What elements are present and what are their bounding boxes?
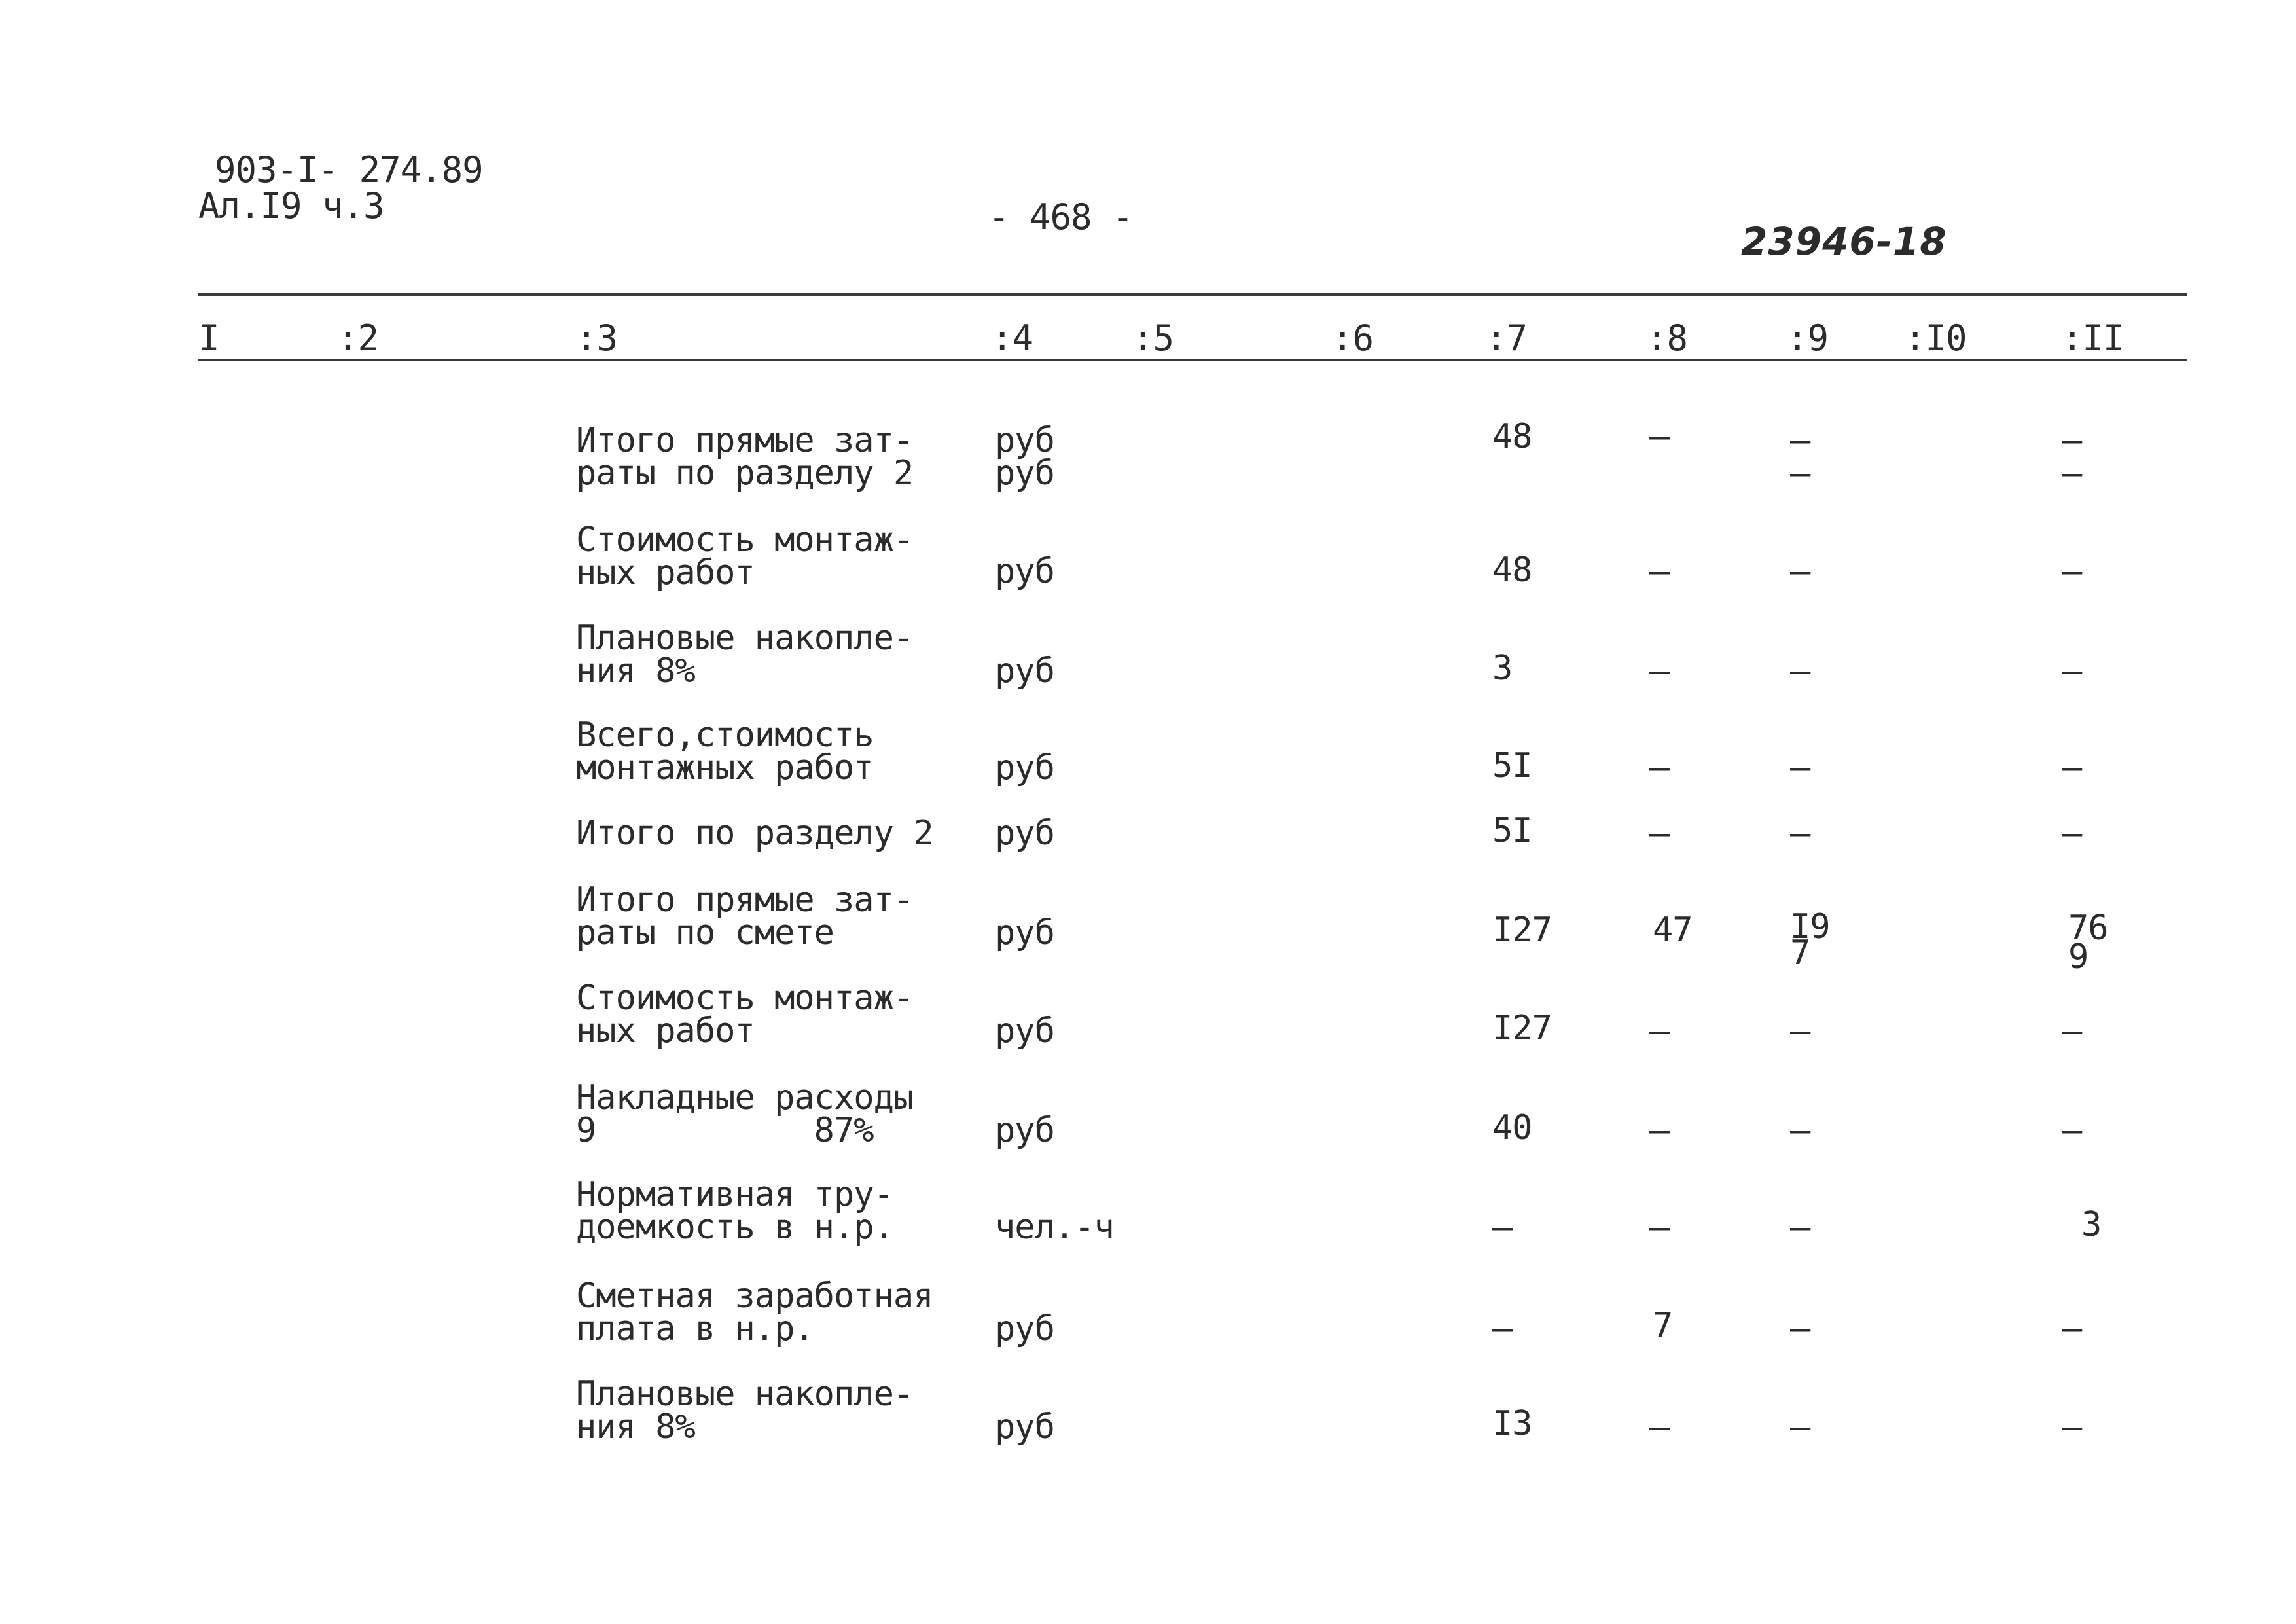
page-number: - 468 - (988, 196, 1133, 238)
value-col9: – (1790, 651, 1810, 691)
value-col8: 47 (1653, 911, 1693, 950)
row-name: Итого по разделу 2 (576, 814, 933, 853)
row-name: Стоимость монтаж- ных работ (576, 979, 914, 1051)
row-unit: руб (995, 814, 1054, 853)
column-header: :9 (1787, 317, 1829, 359)
value-col8: – (1649, 1111, 1670, 1150)
value-col9: I9 7 (1790, 907, 1830, 973)
row-unit: руб (995, 552, 1054, 591)
value-col7: 5I (1492, 746, 1532, 785)
row-name: Нормативная тру- доемкость в н.р. (576, 1175, 893, 1247)
value-col11: – (2062, 651, 2082, 691)
column-header: :4 (992, 317, 1033, 359)
value-col8: – (1649, 1407, 1670, 1447)
value-col11: 76 9 (2068, 909, 2108, 977)
value-col7: 48 (1492, 417, 1532, 456)
row-unit: руб руб (995, 421, 1054, 493)
column-header: :7 (1486, 317, 1528, 359)
value-col11: – (2062, 552, 2082, 591)
document-code: 903-I- 274.89 (215, 149, 483, 190)
value-col7: 5I (1492, 811, 1532, 850)
value-col8: – (1649, 552, 1670, 591)
value-col11: – (2062, 1407, 2082, 1447)
row-unit: чел.-ч (995, 1208, 1114, 1247)
row-unit: руб (995, 1011, 1054, 1051)
row-name: Плановые накопле- ния 8% (576, 619, 914, 691)
value-col11: – (2062, 1111, 2082, 1150)
value-col7: 40 (1492, 1108, 1532, 1147)
value-col9: – (1790, 552, 1810, 591)
value-col9: – (1790, 1407, 1810, 1447)
value-col7: – (1492, 1309, 1513, 1348)
row-name: Итого прямые зат- раты по разделу 2 (576, 421, 914, 493)
column-header: :6 (1332, 317, 1374, 359)
value-col11: 3 (2081, 1205, 2102, 1244)
top-rule (198, 293, 2187, 296)
row-unit: руб (995, 1407, 1054, 1447)
value-col7: – (1492, 1208, 1513, 1247)
value-col11: – (2062, 1011, 2082, 1051)
handwritten-stamp: 23946-18 (1741, 219, 1947, 264)
row-name: Сметная заработная плата в н.р. (576, 1276, 933, 1348)
row-name: Стоимость монтаж- ных работ (576, 520, 914, 592)
value-col7: I27 (1492, 1009, 1552, 1048)
column-header: :5 (1132, 317, 1174, 359)
value-col11: – (2062, 1309, 2082, 1348)
column-header: I (198, 317, 219, 359)
column-header: :8 (1646, 317, 1688, 359)
column-header: :II (2062, 317, 2124, 359)
value-col9: – (1790, 814, 1810, 853)
value-col11: – – (2062, 421, 2082, 493)
sheet-label: Ал.I9 ч.3 (198, 185, 384, 226)
value-col7: I27 (1492, 911, 1552, 950)
value-col8: – (1649, 748, 1670, 787)
value-col7: I3 (1492, 1404, 1532, 1443)
value-col8: – (1649, 1208, 1670, 1247)
value-col9: – (1790, 1309, 1810, 1348)
value-col8: 7 (1653, 1306, 1673, 1345)
row-unit: руб (995, 651, 1054, 691)
row-name: Накладные расходы 9 87% (576, 1078, 914, 1150)
value-col8: – (1649, 417, 1670, 456)
value-col11: – (2062, 814, 2082, 853)
value-col7: 48 (1492, 550, 1532, 590)
value-col7: 3 (1492, 649, 1513, 688)
row-unit: руб (995, 913, 1054, 952)
column-header: :2 (337, 317, 379, 359)
value-col9: – (1790, 1208, 1810, 1247)
column-header: :I0 (1905, 317, 1967, 359)
value-col8: – (1649, 651, 1670, 691)
column-header: :3 (576, 317, 618, 359)
value-col9: – (1790, 1011, 1810, 1051)
row-name: Плановые накопле- ния 8% (576, 1375, 914, 1447)
row-unit: руб (995, 1111, 1054, 1150)
row-unit: руб (995, 1309, 1054, 1348)
value-col9: – (1790, 1111, 1810, 1150)
header-rule (198, 359, 2187, 361)
row-name: Итого прямые зат- раты по смете (576, 880, 914, 952)
value-col11: – (2062, 748, 2082, 787)
value-col8: – (1649, 1011, 1670, 1051)
value-col9: – – (1790, 421, 1810, 493)
row-name: Всего,стоимость монтажных работ (576, 715, 874, 787)
row-unit: руб (995, 748, 1054, 787)
value-col9: – (1790, 748, 1810, 787)
value-col8: – (1649, 814, 1670, 853)
